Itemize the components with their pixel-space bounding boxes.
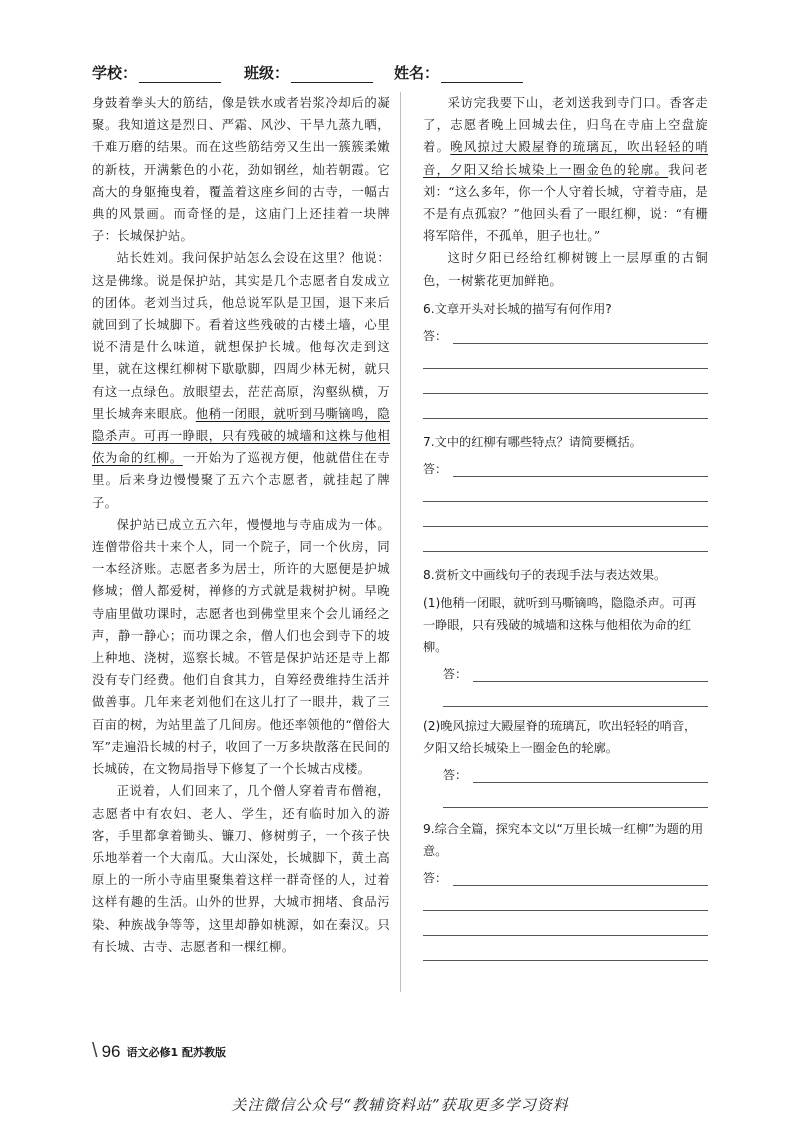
footer-slash-icon: \	[92, 1040, 98, 1062]
answer-line[interactable]	[423, 502, 708, 527]
passage-paragraph-6: 这时夕阳已经给红柳树镀上一层厚重的古铜色，一树紫花更加鲜艳。	[423, 251, 708, 288]
answer-line[interactable]	[443, 783, 708, 808]
class-blank[interactable]	[291, 66, 373, 83]
answer-7[interactable]	[423, 453, 708, 477]
paragraph-5-text-b: 我问老刘：“这么多年，你一个人守着长城，守着寺庙，是不是有点孤寂？”他回头看了一眼红柳，说：“有栅将军陪伴，不孤单，胆子也壮。”	[423, 162, 708, 244]
class-label: 班级：	[244, 64, 290, 82]
left-column	[92, 92, 390, 958]
question-8-part-1: (1)他稍一闭眼，就听到马嘶镝鸣，隐隐杀声。可再一睁眼，只有残破的城墙和这株与他相依为命的红柳。	[423, 595, 697, 654]
answer-8-2[interactable]	[423, 759, 708, 783]
page-number: 96	[101, 1041, 121, 1061]
watermark-text: 关注微信公众号“教辅资料站”获取更多学习资料	[231, 1096, 569, 1114]
answer-line[interactable]	[473, 667, 708, 682]
school-label: 学校：	[92, 64, 138, 82]
paragraph-2-text-a: 站长姓刘。我问保护站怎么会设在这里？他说：这是佛缘。说是保护站，其实是几个志愿者自发成立的团体。老刘当过兵，他总说军队是卫国，退下来后就回到了长城脚下。看着这些残破的古楼土墙，心里说不清是什么味道，就想保护长城。他每次走到这里，就在这棵红柳树下歇歇脚，四周少林无树，就只有这一点绿色。放眼望去，茫茫高原，沟壑纵横，万里长城奔来眼底。	[92, 251, 390, 421]
class-field[interactable]	[244, 62, 373, 83]
passage-paragraph-4: 正说着，人们回来了，几个僧人穿着青布僧袍，志愿者中有农妇、老人、学生，还有临时加入的游客，手里都拿着锄头、镰刀、修树剪子，一个孩子快乐地举着一个大南瓜。大山深处，长城脚下，黄土高原上的一所小寺庙里聚集着这样一群奇怪的人，过着这样有趣的生活。山外的世界，大城市拥堵、食品污染、种族战争等等，这里却静如桃源，如在秦汉。只有长城、古寺、志愿者和一棵红柳。	[92, 784, 390, 954]
answer-8-1[interactable]	[423, 658, 708, 682]
question-8-text: 8.赏析文中画线句子的表现手法与表达效果。	[423, 567, 667, 582]
column-divider	[400, 92, 401, 992]
question-8	[423, 564, 708, 808]
name-blank[interactable]	[441, 66, 523, 83]
question-7-text: 7.文中的红柳有哪些特点？请简要概括。	[423, 434, 642, 449]
passage-paragraph-3: 保护站已成立五六年，慢慢地与寺庙成为一体。连僧带俗共十来个人，同一个院子，同一个伙房，同一本经济账。志愿者多为居士，所许的大愿便是护城修城；僧人都爱树，禅修的方式就是栽树护树。早晚寺庙里做功课时，志愿者也到佛堂里来个会儿诵经之声，静一静心；而功课之余，僧人们也会到寺下的坡上种地、浇树，巡察长城。不管是保护站还是寺上都没有专门经费。他们自食其力，自筹经费维持生活并做善事。几年来老刘他们在这儿打了一眼井，栽了三百亩的树，为站里盖了几间房。他还率领他的“僧俗大军”走遍沿长城的村子，收回了一万多块散落在民间的长城砖，在文物局指导下修复了一个长城古戍楼。	[92, 517, 390, 777]
answer-label: 答：	[443, 666, 468, 681]
passage-paragraph-2	[92, 247, 390, 513]
answer-line[interactable]	[423, 369, 708, 394]
question-9-text: 9.综合全篇，探究本文以“万里长城一红柳”为题的用意。	[423, 821, 704, 858]
right-column	[423, 92, 708, 961]
question-7	[423, 431, 708, 552]
school-field[interactable]	[92, 62, 221, 83]
answer-line[interactable]	[423, 886, 708, 911]
answer-line[interactable]	[423, 477, 708, 502]
underlined-sentence-2: 晚风掠过大殿屋脊的琉璃瓦，吹出轻轻的哨音，夕阳又给长城染上一圈金色的轮廓。	[423, 140, 709, 177]
name-label: 姓名：	[394, 64, 440, 82]
question-9	[423, 818, 708, 961]
answer-label: 答：	[443, 767, 468, 782]
answer-line[interactable]	[423, 527, 708, 552]
paragraph-2-text-b: 一开始为了巡视方便，他就借住在寺里。后来身边慢慢聚了五六个志愿者，就挂起了牌子。	[92, 451, 390, 510]
passage-paragraph-1: 身鼓着拳头大的筋结，像是铁水或者岩浆冷却后的凝聚。我知道这是烈日、严霜、风沙、干旱九蒸九晒，千难万磨的结果。而在这些筋结旁又生出一簇簇柔嫩的新枝，开满紫色的小花，劲如钢丝，灿若朝霞。它高大的身躯掩曳着，覆盖着这座乡间的古寺，一幅古典的风景画。而奇怪的是，这庙门上还挂着一块牌子：长城保护站。	[92, 96, 390, 244]
answer-line[interactable]	[453, 329, 708, 344]
answer-line[interactable]	[423, 394, 708, 419]
question-6-text: 6.文章开头对长城的描写有何作用?	[423, 301, 612, 316]
header	[92, 62, 732, 88]
answer-6[interactable]	[423, 320, 708, 344]
answer-line[interactable]	[423, 344, 708, 369]
answer-line[interactable]	[423, 911, 708, 936]
answer-label: 答：	[423, 870, 448, 885]
answer-line[interactable]	[423, 936, 708, 961]
passage-paragraph-5	[423, 92, 708, 247]
question-6	[423, 298, 708, 419]
answer-line[interactable]	[453, 871, 708, 886]
underlined-sentence-1: 他稍一闭眼，就听到马嘶镝鸣，隐隐杀声。可再一睁眼，只有残破的城墙和这株与他相依为命的红柳。	[92, 406, 390, 466]
question-8-part-2: (2)晚风掠过大殿屋脊的琉璃瓦，吹出轻轻的哨音，夕阳又给长城染上一圈金色的轮廓。	[423, 718, 697, 755]
book-title: 语文必修1 配苏教版	[126, 1045, 226, 1059]
answer-label: 答：	[423, 328, 448, 343]
paragraph-5-text-a: 采访完我要下山，老刘送我到寺门口。香客走了，志愿者晚上回城去住，归鸟在寺庙上空盘旋着。	[423, 96, 708, 155]
answer-label: 答：	[423, 461, 448, 476]
answer-line[interactable]	[443, 682, 708, 707]
name-field[interactable]	[394, 62, 523, 83]
school-blank[interactable]	[139, 66, 221, 83]
answer-9[interactable]	[423, 862, 708, 886]
answer-line[interactable]	[453, 462, 708, 477]
answer-line[interactable]	[473, 768, 708, 783]
page-footer	[92, 1040, 226, 1063]
